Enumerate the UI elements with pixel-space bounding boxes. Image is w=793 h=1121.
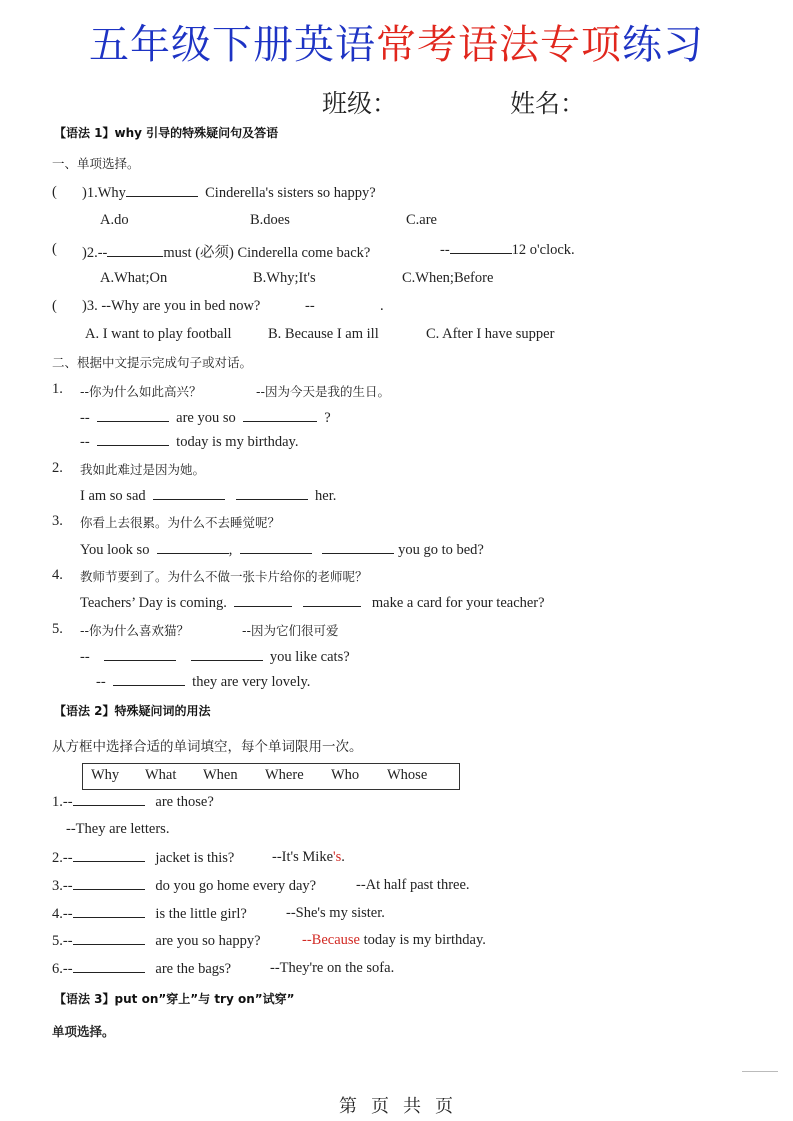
- g2-q5: [52, 932, 261, 950]
- page-title: [0, 14, 793, 76]
- item-1b-end: today is my birthday.: [176, 434, 299, 450]
- q1-option-a[interactable]: A.do: [100, 212, 129, 228]
- item-2-end: her.: [315, 488, 337, 504]
- item-2-blank-2[interactable]: [236, 487, 308, 500]
- g2-q4: [52, 905, 247, 923]
- item-4-english: [80, 594, 545, 612]
- q2-blank-1[interactable]: [107, 244, 163, 257]
- g2-q5-number: 5.--: [52, 933, 73, 949]
- name-label: 姓名：: [510, 89, 586, 118]
- item-5a-end: you like cats?: [269, 649, 350, 665]
- g2-q6-answer: --They're on the sofa.: [270, 960, 395, 976]
- g2-q1-answer: --They are letters.: [66, 821, 170, 837]
- g2-q2-answer: [272, 849, 345, 866]
- item-4-blank-2[interactable]: [303, 594, 361, 607]
- q2-option-b[interactable]: B.Why;It's: [253, 270, 316, 286]
- g2-q2-number: 2.--: [52, 850, 73, 866]
- q2-answer-line: [440, 241, 575, 259]
- title-part-1: 五年级下册英语: [89, 22, 376, 68]
- item-1-number: 1.: [52, 381, 63, 397]
- item-1-chinese: --你为什么如此高兴？: [80, 384, 202, 399]
- item-1b-dash: --: [80, 434, 90, 450]
- section-1-heading: 一、单项选择。: [52, 156, 140, 171]
- g2-q4-number: 4.--: [52, 906, 73, 922]
- q1-paren: (: [52, 184, 57, 200]
- footer-page-unit: 页: [371, 1096, 389, 1117]
- q2-text: must (必须) Cinderella come back?: [163, 245, 371, 261]
- q1-text: Cinderella's sisters so happy?: [205, 185, 376, 201]
- item-5b-blank[interactable]: [113, 673, 185, 686]
- item-5a-blank-1[interactable]: [104, 648, 176, 661]
- item-2-blank-1[interactable]: [153, 487, 225, 500]
- item-5a-dash: --: [80, 649, 90, 665]
- item-1-english-b: [80, 433, 298, 451]
- item-1b-blank[interactable]: [97, 433, 169, 446]
- g2-q4-text: is the little girl?: [155, 906, 247, 922]
- g2-q6-text: are the bags?: [155, 961, 232, 977]
- item-1-english-a: [80, 409, 331, 427]
- q2-option-a[interactable]: A.What;On: [100, 270, 168, 286]
- word-what: What: [145, 767, 177, 783]
- g2-q3-number: 3.--: [52, 878, 73, 894]
- word-why: Why: [91, 767, 120, 783]
- item-3-start: You look so: [80, 542, 150, 558]
- grammar-1-heading: 【语法 1】why 引导的特殊疑问句及答语: [54, 126, 279, 140]
- scan-mark: [742, 1071, 778, 1072]
- item-5a-blank-2[interactable]: [191, 648, 263, 661]
- item-5-chinese: --你为什么喜欢猫？: [80, 623, 190, 638]
- g2-q1: [52, 793, 214, 811]
- item-2-english: [80, 487, 336, 505]
- g2-q5-text: are you so happy?: [155, 933, 261, 949]
- item-5b-end: they are very lovely.: [192, 674, 311, 690]
- q1-blank[interactable]: [126, 184, 198, 197]
- word-whose: Whose: [387, 767, 428, 783]
- footer-total-unit: 页: [435, 1096, 453, 1117]
- word-box: [82, 763, 460, 790]
- footer-page-label: 第: [339, 1096, 357, 1117]
- g2-q5-answer-because: Because: [311, 932, 360, 948]
- item-4-blank-1[interactable]: [234, 594, 292, 607]
- q1-option-c[interactable]: C.are: [406, 212, 437, 228]
- g2-q3-text: do you go home every day?: [155, 878, 317, 894]
- q3-option-c[interactable]: C. After I have supper: [426, 326, 555, 342]
- g2-q5-answer-rest: today is my birthday.: [359, 932, 486, 948]
- item-1a-dash: --: [80, 410, 90, 426]
- item-3-blank-2[interactable]: [240, 541, 312, 554]
- item-3-english: [80, 541, 484, 559]
- item-3-number: 3.: [52, 513, 63, 529]
- g2-q1-text: are those?: [155, 794, 214, 810]
- item-5-english-b: [96, 673, 310, 691]
- item-5-number: 5.: [52, 621, 63, 637]
- grammar-3-heading: 【语法 3】put on”穿上”与 try on”试穿”: [54, 992, 295, 1006]
- item-1a-blank-1[interactable]: [97, 409, 169, 422]
- q2-dash: --: [440, 242, 450, 258]
- item-4-chinese: 教师节要到了。为什么不做一张卡片给你的老师呢？: [80, 569, 368, 584]
- grammar-2-instruction: 从方框中选择合适的单词填空，每个单词限用一次。: [52, 739, 363, 755]
- item-4-number: 4.: [52, 567, 63, 583]
- g2-q2-answer-c: .: [341, 849, 345, 865]
- class-label: 班级：: [322, 89, 398, 118]
- q3-text: )3. --Why are you in bed now?: [82, 298, 261, 314]
- item-4-end: make a card for your teacher?: [371, 595, 545, 611]
- q1-option-b[interactable]: B.does: [250, 212, 290, 228]
- q2-paren: (: [52, 241, 57, 257]
- q2-blank-2[interactable]: [450, 241, 512, 254]
- g2-q6-blank[interactable]: [73, 960, 145, 973]
- q3-option-b[interactable]: B. Because I am ill: [268, 326, 379, 342]
- item-4-start: Teachers’ Day is coming.: [80, 595, 227, 611]
- g2-q4-answer: --She's my sister.: [286, 905, 385, 921]
- item-1a-blank-2[interactable]: [243, 409, 317, 422]
- q1-number: )1.Why: [82, 185, 126, 201]
- item-1a-end: ?: [324, 410, 331, 426]
- grammar-3-section: 单项选择。: [52, 1024, 115, 1039]
- q3-option-a[interactable]: A. I want to play football: [85, 326, 232, 342]
- item-5b-dash: --: [96, 674, 106, 690]
- q3-paren: (: [52, 298, 57, 314]
- item-3-comma: ,: [228, 542, 233, 558]
- item-3-end: you go to bed?: [398, 542, 484, 558]
- g2-q5-answer-dash: --: [302, 932, 312, 948]
- item-1-chinese-reply: --因为今天是我的生日。: [256, 384, 391, 399]
- item-3-blank-1[interactable]: [157, 541, 229, 554]
- g2-q2-text: jacket is this?: [155, 850, 235, 866]
- grammar-2-heading: 【语法 2】特殊疑问词的用法: [54, 704, 211, 718]
- word-where: Where: [265, 767, 304, 783]
- item-1a-middle: are you so: [176, 410, 236, 426]
- item-3-chinese: 你看上去很累。为什么不去睡觉呢？: [80, 515, 281, 530]
- q2-tail: 12 o'clock.: [511, 242, 575, 258]
- q3-dot: .: [380, 298, 384, 314]
- footer-total-label: 共: [403, 1096, 421, 1117]
- g2-q5-blank[interactable]: [73, 932, 145, 945]
- q3-dash: --: [305, 298, 315, 314]
- g2-q6: [52, 960, 231, 978]
- g2-q2-answer-a: --It's Mike: [272, 849, 334, 865]
- item-2-chinese: 我如此难过是因为她。: [80, 462, 206, 477]
- q1-line: [82, 184, 376, 202]
- item-5-chinese-reply: --因为它们很可爱: [242, 623, 339, 638]
- g2-q1-number: 1.--: [52, 794, 73, 810]
- g2-q4-blank[interactable]: [73, 905, 145, 918]
- g2-q3-blank[interactable]: [73, 877, 145, 890]
- word-when: When: [203, 767, 238, 783]
- g2-q3: [52, 877, 316, 895]
- g2-q5-answer: [302, 932, 486, 949]
- title-part-3: 练习: [622, 22, 704, 68]
- word-who: Who: [331, 767, 360, 783]
- item-2-number: 2.: [52, 460, 63, 476]
- item-2-start: I am so sad: [80, 488, 146, 504]
- g2-q2: [52, 849, 234, 867]
- g2-q1-blank[interactable]: [73, 793, 145, 806]
- q2-number: )2.--: [82, 245, 108, 261]
- g2-q3-answer: --At half past three.: [356, 877, 470, 893]
- g2-q6-number: 6.--: [52, 961, 73, 977]
- q2-line: [82, 241, 370, 262]
- g2-q2-answer-b: 's: [333, 849, 342, 865]
- title-part-2: 常考语法专项: [376, 22, 622, 68]
- item-5-english-a: [80, 648, 350, 666]
- q2-option-c[interactable]: C.When;Before: [402, 270, 494, 286]
- section-2-heading: 二、根据中文提示完成句子或对话。: [52, 355, 253, 370]
- item-3-blank-3[interactable]: [322, 541, 394, 554]
- g2-q2-blank[interactable]: [73, 849, 145, 862]
